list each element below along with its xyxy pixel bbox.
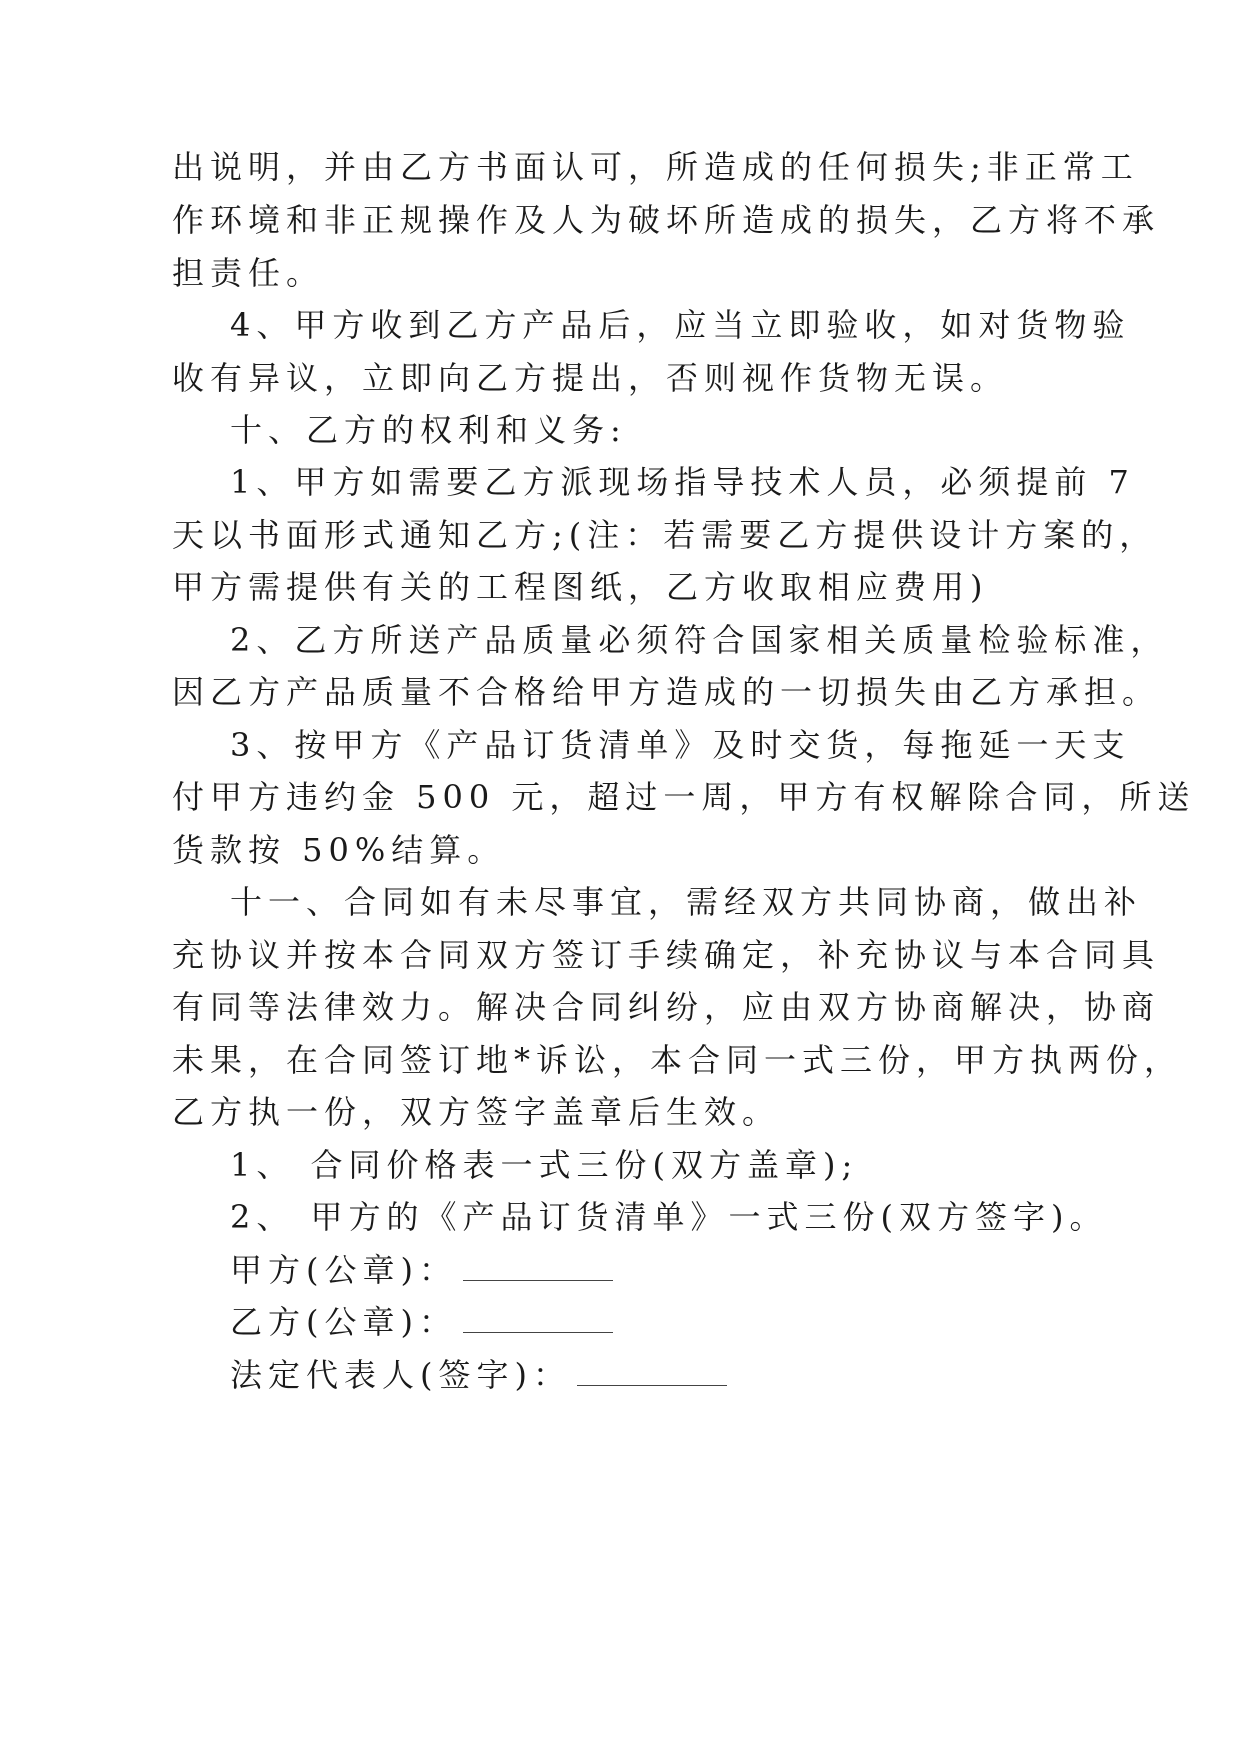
signature-blank-line [577, 1359, 727, 1386]
text-line: 因乙方产品质量不合格给甲方造成的一切损失由乙方承担。 [172, 673, 1161, 711]
signature-label: 法定代表人(签字)： [230, 1356, 571, 1394]
text-line: 4、甲方收到乙方产品后，应当立即验收，如对货物验 [230, 306, 1131, 344]
text-line: 收有异议，立即向乙方提出，否则视作货物无误。 [172, 359, 1009, 397]
signature-label: 甲方(公章)： [230, 1251, 457, 1289]
text-line: 甲方需提供有关的工程图纸，乙方收取相应费用) [172, 568, 989, 606]
text-line: 担责任。 [172, 254, 325, 292]
signature-party-b [230, 1302, 613, 1342]
signature-label: 乙方(公章)： [230, 1303, 457, 1341]
text-line: 3、按甲方《产品订货清单》及时交货，每拖延一天支 [230, 726, 1131, 764]
text-line: 天以书面形式通知乙方;(注：若需要乙方提供设计方案的， [172, 516, 1158, 554]
text-line: 2、乙方所送产品质量必须符合国家相关质量检验标准， [230, 621, 1169, 659]
signature-legal-rep [230, 1355, 727, 1395]
text-line: 付甲方违约金 500 元，超过一周，甲方有权解除合同，所送 [172, 778, 1196, 816]
text-line: 乙方执一份，双方签字盖章后生效。 [172, 1093, 781, 1131]
text-line: 1、甲方如需要乙方派现场指导技术人员，必须提前 7 [230, 463, 1135, 501]
text-line: 有同等法律效力。解决合同纠纷，应由双方协商解决，协商 [172, 988, 1161, 1026]
text-line: 货款按 50%结算。 [172, 831, 506, 869]
attachment-item: 2、 甲方的《产品订货清单》一式三份(双方签字)。 [230, 1198, 1108, 1236]
text-line: 未果，在合同签订地*诉讼，本合同一式三份，甲方执两份， [172, 1041, 1183, 1079]
signature-blank-line [463, 1254, 613, 1281]
signature-party-a [230, 1250, 613, 1290]
text-line: 出说明，并由乙方书面认可，所造成的任何损失;非正常工 [172, 148, 1139, 186]
text-line: 十一、合同如有未尽事宜，需经双方共同协商，做出补 [230, 883, 1143, 921]
signature-blank-line [463, 1306, 613, 1333]
section-heading: 十、乙方的权利和义务: [230, 411, 627, 449]
text-line: 作环境和非正规操作及人为破坏所造成的损失，乙方将不承 [172, 201, 1161, 239]
text-line: 充协议并按本合同双方签订手续确定，补充协议与本合同具 [172, 936, 1161, 974]
attachment-item: 1、 合同价格表一式三份(双方盖章); [230, 1146, 859, 1184]
